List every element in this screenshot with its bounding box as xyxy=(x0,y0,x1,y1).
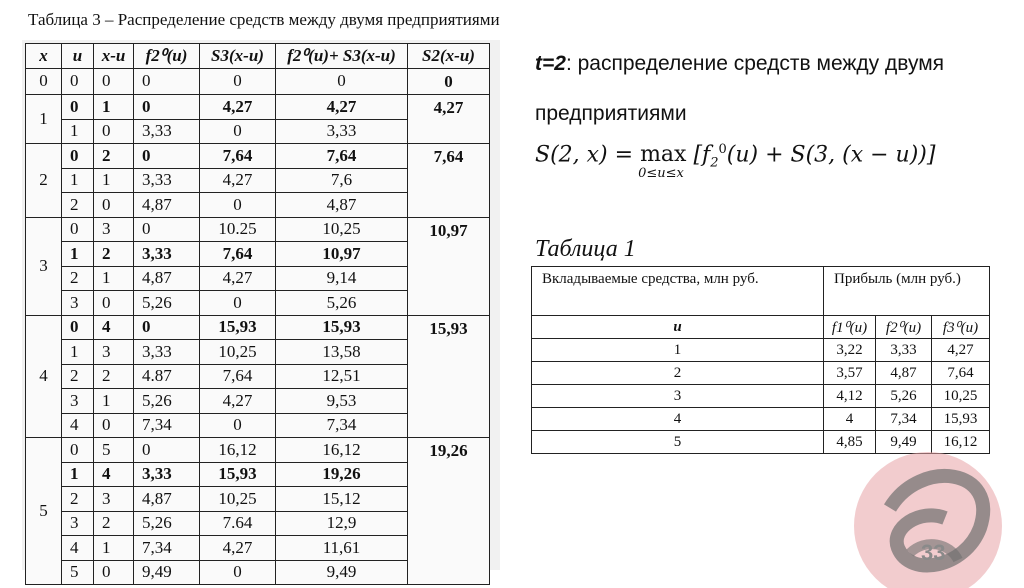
table-cell: 10,25 xyxy=(932,385,990,408)
table-cell: 4.87 xyxy=(134,364,200,389)
table-cell: 2 xyxy=(62,266,94,291)
decorative-logo-icon xyxy=(850,448,1024,588)
table-cell: 0 xyxy=(200,68,276,95)
table-cell: 4,87 xyxy=(134,193,200,218)
table-cell: 9,53 xyxy=(276,389,408,414)
table-cell: 10.25 xyxy=(200,217,276,242)
x-cell: 4 xyxy=(26,315,62,438)
formula-f-subscript: 2 xyxy=(710,155,719,171)
table-cell: 4 xyxy=(94,462,134,487)
profit-header: Прибыль (млн руб.) xyxy=(824,267,990,316)
table-cell: 7,34 xyxy=(276,413,408,438)
table-cell: 1 xyxy=(94,536,134,561)
table-cell: 0 xyxy=(62,438,94,463)
table-cell: 7,64 xyxy=(200,364,276,389)
table-cell: 4 xyxy=(532,408,824,431)
x-cell: 0 xyxy=(26,68,62,95)
table-cell: 16,12 xyxy=(200,438,276,463)
table-row xyxy=(26,438,490,463)
table-cell: 3 xyxy=(532,385,824,408)
table-cell: 3,33 xyxy=(876,339,932,362)
table-cell: 0 xyxy=(94,193,134,218)
table-cell: 5 xyxy=(532,431,824,454)
table-cell: 2 xyxy=(94,364,134,389)
table-cell: 1 xyxy=(94,266,134,291)
col-header: x xyxy=(26,44,62,69)
table-cell: 3,33 xyxy=(134,168,200,193)
table-cell: 0 xyxy=(94,291,134,316)
table-cell: 10,25 xyxy=(200,340,276,365)
invest-header: Вкладываемые средства, млн руб. xyxy=(532,267,824,316)
table-cell: 4 xyxy=(94,315,134,340)
table-cell: 7,64 xyxy=(276,144,408,169)
s2-cell: 7,64 xyxy=(408,144,490,218)
table-cell: 7,6 xyxy=(276,168,408,193)
col-header: S3(x-u) xyxy=(200,44,276,69)
x-cell: 2 xyxy=(26,144,62,218)
formula-rhs-open: [f xyxy=(693,142,711,168)
table-cell: 11,61 xyxy=(276,536,408,561)
table-cell: 4 xyxy=(824,408,876,431)
table-cell: 10,25 xyxy=(276,217,408,242)
table-cell: 2 xyxy=(94,144,134,169)
table-row xyxy=(532,362,990,385)
table-cell: 5,26 xyxy=(134,389,200,414)
table-cell: 10,25 xyxy=(200,487,276,512)
table1-header-row xyxy=(532,267,990,316)
table-cell: 3,33 xyxy=(276,119,408,144)
table-cell: 0 xyxy=(200,413,276,438)
col-header: S2(x-u) xyxy=(408,44,490,69)
slide-title: Таблица 3 – Распределение средств между двумя предприятиями xyxy=(28,10,500,29)
table-cell: 2 xyxy=(62,487,94,512)
table-cell: 4,87 xyxy=(276,193,408,218)
table-cell: 1 xyxy=(62,242,94,267)
table-cell: 4 xyxy=(62,536,94,561)
table-cell: 3,22 xyxy=(824,339,876,362)
table-cell: 4 xyxy=(62,413,94,438)
table-row xyxy=(532,408,990,431)
f-header: f3⁰(u) xyxy=(932,316,990,339)
table1-body xyxy=(532,339,990,454)
table-cell: 3,33 xyxy=(134,119,200,144)
table-cell: 0 xyxy=(94,119,134,144)
table-cell: 4,85 xyxy=(824,431,876,454)
table-cell: 0 xyxy=(94,560,134,585)
s2-cell: 15,93 xyxy=(408,315,490,438)
table-cell: 0 xyxy=(62,217,94,242)
table-cell: 12,9 xyxy=(276,511,408,536)
table-cell: 0 xyxy=(134,95,200,120)
table-cell: 3 xyxy=(94,217,134,242)
formula-max xyxy=(638,142,687,182)
table-cell: 12,51 xyxy=(276,364,408,389)
bellman-formula xyxy=(535,142,936,182)
table-row xyxy=(532,339,990,362)
table-cell: 0 xyxy=(200,119,276,144)
table-cell: 5,26 xyxy=(876,385,932,408)
table-cell: 9,49 xyxy=(876,431,932,454)
table-cell: 7,64 xyxy=(200,242,276,267)
table-row xyxy=(26,315,490,340)
table-cell: 2 xyxy=(94,242,134,267)
formula-max-word: max xyxy=(640,142,687,168)
table-cell: 3 xyxy=(94,340,134,365)
table-row xyxy=(26,95,490,120)
table-cell: 3 xyxy=(62,511,94,536)
table-cell: 0 xyxy=(62,315,94,340)
table-cell: 9,49 xyxy=(134,560,200,585)
table1-subheader-row xyxy=(532,316,990,339)
table-cell: 0 xyxy=(276,68,408,95)
table-cell: 16,12 xyxy=(932,431,990,454)
table-cell: 4,12 xyxy=(824,385,876,408)
table-cell: 0 xyxy=(94,413,134,438)
page-number: 33 xyxy=(921,540,946,565)
table-cell: 2 xyxy=(62,193,94,218)
table-cell: 0 xyxy=(200,560,276,585)
table-cell: 1 xyxy=(62,119,94,144)
table-cell: 2 xyxy=(532,362,824,385)
table-cell: 5,26 xyxy=(134,291,200,316)
table-cell: 0 xyxy=(62,68,94,95)
table-cell: 2 xyxy=(94,511,134,536)
table-cell: 1 xyxy=(62,340,94,365)
distribution-table xyxy=(25,43,490,585)
table-cell: 1 xyxy=(94,168,134,193)
s2-cell: 19,26 xyxy=(408,438,490,585)
table1-title: Таблица 1 xyxy=(535,236,636,262)
table-cell: 7,64 xyxy=(932,362,990,385)
table-row xyxy=(26,217,490,242)
table-cell: 2 xyxy=(62,364,94,389)
table-cell: 9,49 xyxy=(276,560,408,585)
table-cell: 4,27 xyxy=(200,389,276,414)
formula-lhs: S(2, x) = xyxy=(535,142,641,168)
table-cell: 1 xyxy=(94,95,134,120)
table-cell: 1 xyxy=(532,339,824,362)
table-cell: 1 xyxy=(62,462,94,487)
table3-header-row xyxy=(26,44,490,69)
table-cell: 4,27 xyxy=(200,95,276,120)
s2-cell: 10,97 xyxy=(408,217,490,315)
table-cell: 16,12 xyxy=(276,438,408,463)
table-cell: 3,33 xyxy=(134,340,200,365)
table-cell: 9,14 xyxy=(276,266,408,291)
s2-cell: 4,27 xyxy=(408,95,490,144)
f-header: f2⁰(u) xyxy=(876,316,932,339)
table-cell: 7.64 xyxy=(200,511,276,536)
table-cell: 3,33 xyxy=(134,242,200,267)
table-cell: 10,97 xyxy=(276,242,408,267)
table-cell: 0 xyxy=(62,95,94,120)
stage-t-label: t=2 xyxy=(535,52,566,75)
table-cell: 13,58 xyxy=(276,340,408,365)
table-cell: 7,34 xyxy=(876,408,932,431)
col-header: f2⁰(u)+ S3(x-u) xyxy=(276,44,408,69)
table-cell: 5 xyxy=(62,560,94,585)
table-cell: 15,93 xyxy=(276,315,408,340)
table-cell: 15,93 xyxy=(200,315,276,340)
table-cell: 7,64 xyxy=(200,144,276,169)
stage-heading xyxy=(535,52,944,76)
table-cell: 3 xyxy=(62,389,94,414)
x-cell: 1 xyxy=(26,95,62,144)
col-header: u xyxy=(62,44,94,69)
table-row xyxy=(26,68,490,95)
table-cell: 5 xyxy=(94,438,134,463)
formula-max-subscript: 0≤u≤x xyxy=(638,166,684,182)
table-cell: 3 xyxy=(62,291,94,316)
table-cell: 3,57 xyxy=(824,362,876,385)
table-cell: 4,87 xyxy=(134,266,200,291)
table-cell: 3 xyxy=(94,487,134,512)
table-cell: 0 xyxy=(200,193,276,218)
table-cell: 0 xyxy=(134,217,200,242)
stage-heading-line2: предприятиями xyxy=(535,102,687,125)
col-header: x-u xyxy=(94,44,134,69)
s2-cell: 0 xyxy=(408,68,490,95)
profit-table xyxy=(531,266,990,454)
table3-panel xyxy=(22,40,500,582)
table-cell: 7,34 xyxy=(134,413,200,438)
table-cell: 0 xyxy=(94,68,134,95)
col-header: f2⁰(u) xyxy=(134,44,200,69)
x-cell: 5 xyxy=(26,438,62,585)
formula-f-superscript: 0 xyxy=(718,142,727,157)
table-cell: 4,27 xyxy=(200,266,276,291)
table-cell: 15,12 xyxy=(276,487,408,512)
table-cell: 7,34 xyxy=(134,536,200,561)
table-cell: 4,27 xyxy=(932,339,990,362)
u-header: u xyxy=(532,316,824,339)
table-cell: 1 xyxy=(94,389,134,414)
table-cell: 4,27 xyxy=(200,536,276,561)
table-cell: 0 xyxy=(134,68,200,95)
table-cell: 4,87 xyxy=(134,487,200,512)
table-cell: 0 xyxy=(62,144,94,169)
table-row xyxy=(26,144,490,169)
formula-rhs-close: (u) + S(3, (x − u))] xyxy=(726,142,936,168)
table-cell: 0 xyxy=(200,291,276,316)
table3-body xyxy=(26,68,490,585)
table-cell: 0 xyxy=(134,438,200,463)
table-cell: 19,26 xyxy=(276,462,408,487)
table-cell: 4,27 xyxy=(276,95,408,120)
f-header: f1⁰(u) xyxy=(824,316,876,339)
table-cell: 5,26 xyxy=(276,291,408,316)
table-row xyxy=(532,385,990,408)
table-cell: 4,87 xyxy=(876,362,932,385)
table-cell: 0 xyxy=(134,315,200,340)
table-cell: 5,26 xyxy=(134,511,200,536)
table-cell: 3,33 xyxy=(134,462,200,487)
table-cell: 15,93 xyxy=(932,408,990,431)
table-cell: 15,93 xyxy=(200,462,276,487)
table-cell: 0 xyxy=(134,144,200,169)
table-cell: 4,27 xyxy=(200,168,276,193)
stage-heading-text: : распределение средств между двумя xyxy=(565,52,945,75)
table-cell: 1 xyxy=(62,168,94,193)
x-cell: 3 xyxy=(26,217,62,315)
